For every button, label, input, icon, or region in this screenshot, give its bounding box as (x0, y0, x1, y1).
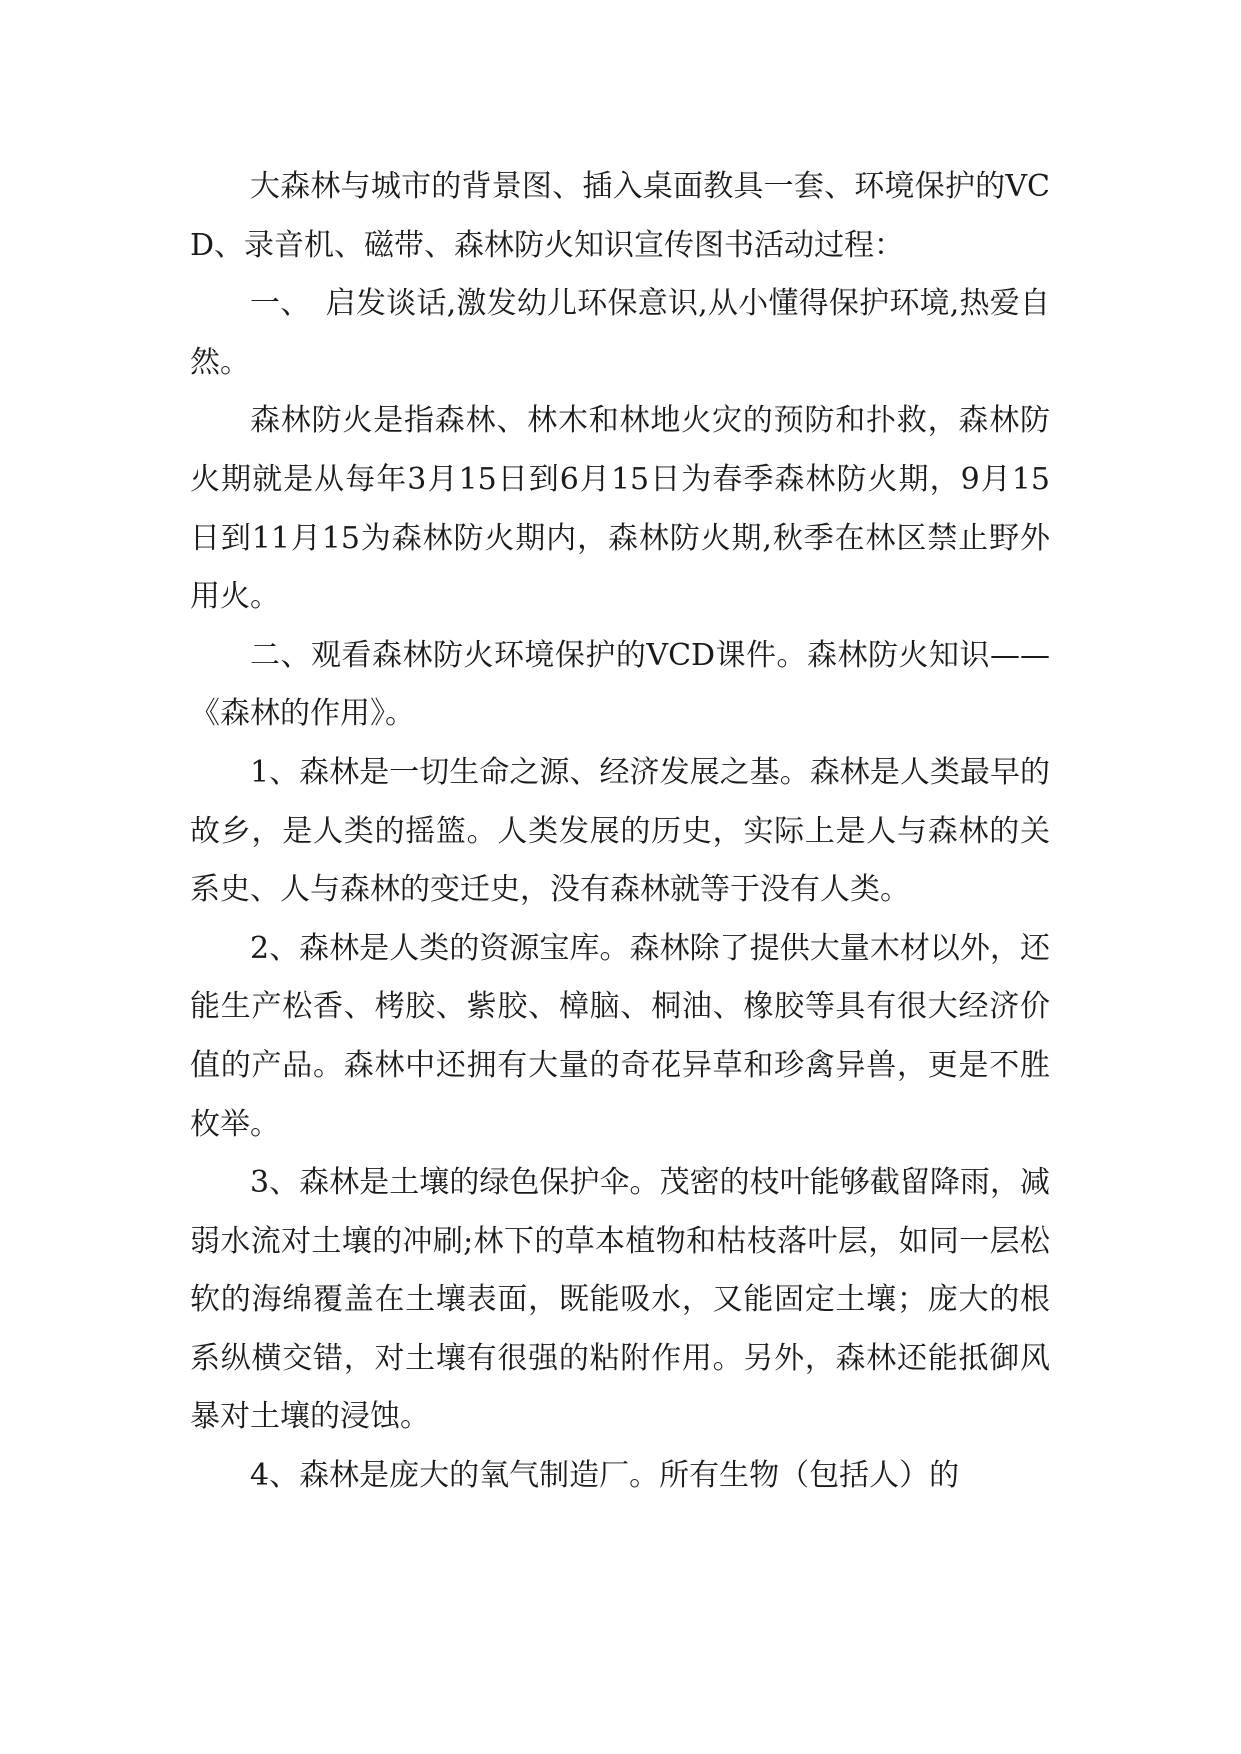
paragraph-step-two: 二、观看森林防火环境保护的VCD课件。森林防火知识——《森林的作用》。 (190, 637, 1050, 732)
paragraph-fire-prevention: 森林防火是指森林、林木和林地火灾的预防和扑救，森林防火期就是从每年3月15日到6月15日为春季森林防火期，9月15日到11月15为森林防火期内，森林防火期,秋季在林区禁止野外用火。 (190, 403, 1050, 615)
paragraph-materials: 大森林与城市的背景图、插入桌面教具一套、环境保护的VCD、录音机、磁带、森林防火知识宣传图书活动过程： (190, 169, 1050, 263)
paragraph-step-one: 一、 启发谈话,激发幼儿环保意识,从小懂得保护环境,热爱自然。 (190, 286, 1050, 380)
paragraph-point-3: 3、森林是土壤的绿色保护伞。茂密的枝叶能够截留降雨，减弱水流对土壤的冲刷;林下的草本植物和枯枝落叶层，如同一层松软的海绵覆盖在土壤表面，既能吸水，又能固定土壤；庞大的根系纵横交错，对土壤有很强的粘附作用。另外，森林还能抵御风暴对土壤的浸蚀。 (190, 1165, 1050, 1435)
document-body (190, 158, 1050, 1506)
paragraph-point-4: 4、森林是庞大的氧气制造厂。所有生物（包括人）的 (250, 1458, 960, 1494)
paragraph-point-1: 1、森林是一切生命之源、经济发展之基。森林是人类最早的故乡，是人类的摇篮。人类发展的历史，实际上是人与森林的关系史、人与森林的变迁史，没有森林就等于没有人类。 (190, 754, 1050, 908)
paragraph-point-2: 2、森林是人类的资源宝库。森林除了提供大量木材以外，还能生产松香、栲胶、紫胶、樟脑、桐油、橡胶等具有很大经济价值的产品。森林中还拥有大量的奇花异草和珍禽异兽，更是不胜枚举。 (190, 930, 1050, 1142)
